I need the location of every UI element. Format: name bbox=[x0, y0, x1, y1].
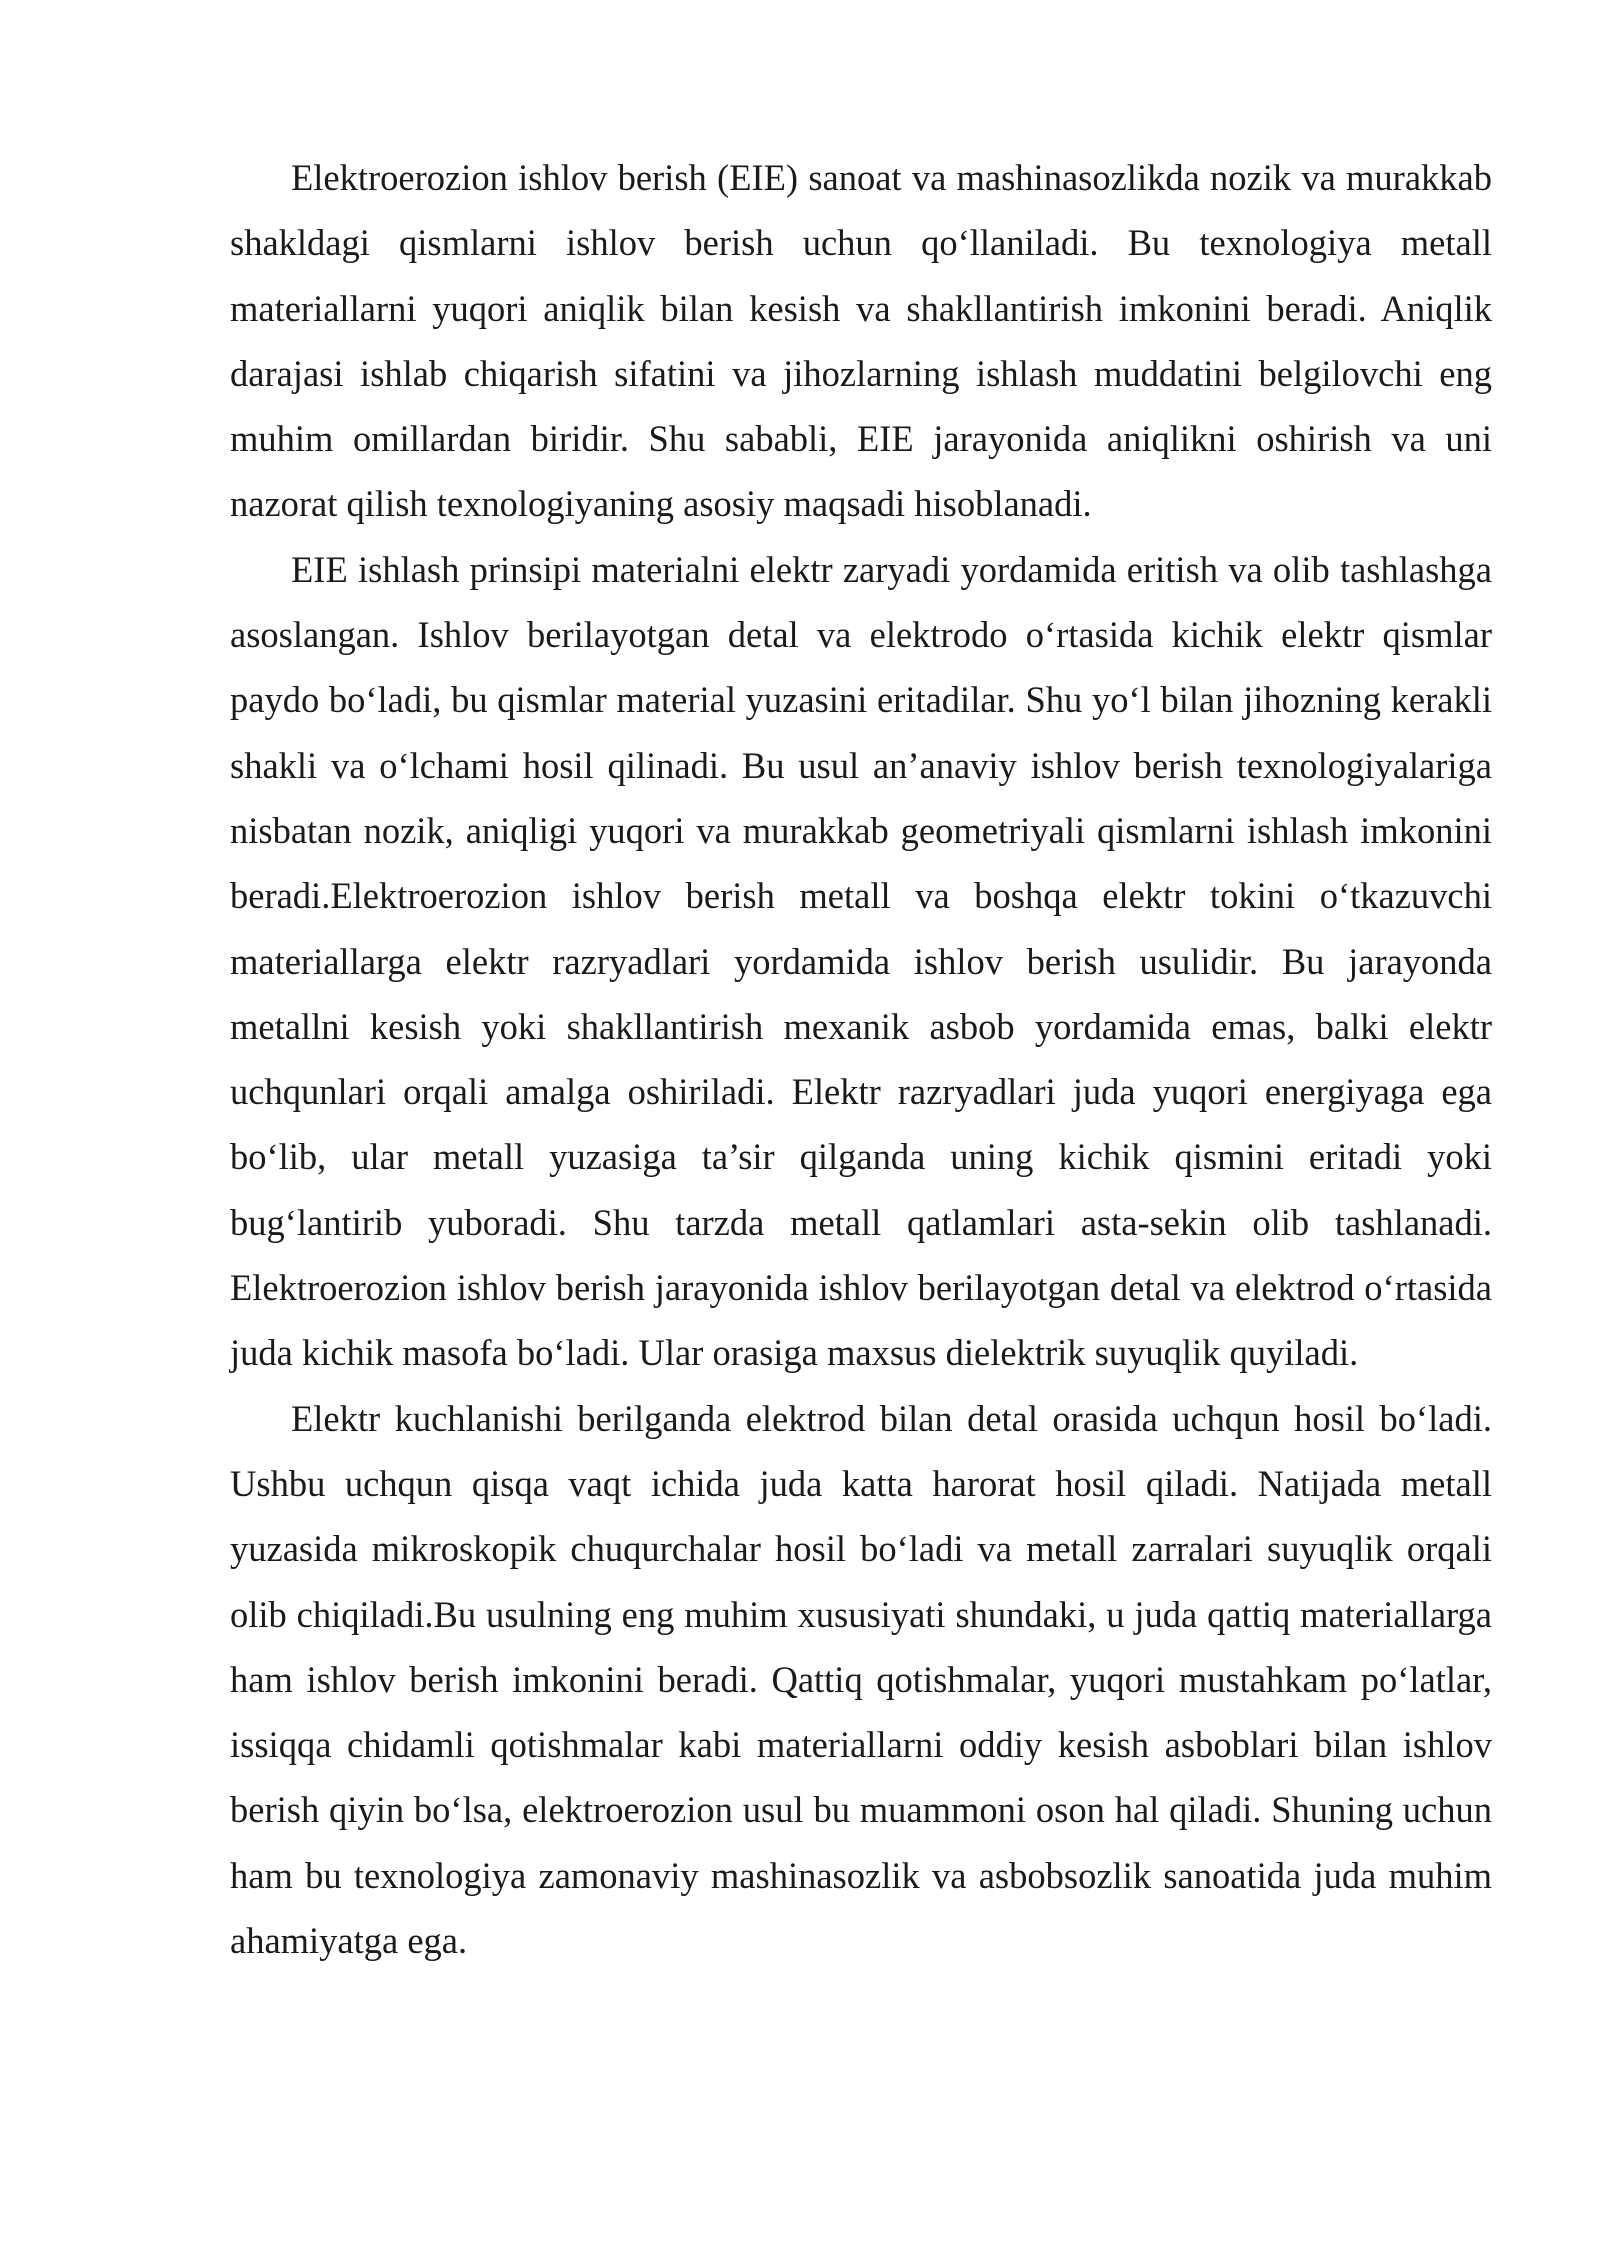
document-body bbox=[230, 145, 1492, 1973]
paragraph-3: Elektr kuchlanishi berilganda elektrod bilan detal orasida uchqun hosil bo‘ladi. Ushbu uchqun qisqa vaqt ichida juda katta harorat hosil qiladi. Natijada metall yuzasida mikroskopik chuqurchalar hosil bo‘ladi va metall zarralari suyuqlik orqali olib chiqiladi.Bu usulning eng muhim xususiyati shundaki, u juda qattiq materiallarga ham ishlov berish imkonini beradi. Qattiq qotishmalar, yuqori mustahkam po‘latlar, issiqqa chidamli qotishmalar kabi materiallarni oddiy kesish asboblari bilan ishlov berish qiyin bo‘lsa, elektroerozion usul bu muammoni oson hal qiladi. Shuning uchun ham bu texnologiya zamonaviy mashinasozlik va asbobsozlik sanoatida juda muhim ahamiyatga ega. bbox=[230, 1397, 1492, 1962]
paragraph-1: Elektroerozion ishlov berish (EIE) sanoat va mashinasozlikda nozik va murakkab shakldagi qismlarni ishlov berish uchun qo‘llaniladi. Bu texnologiya metall materiallarni yuqori aniqlik bilan kesish va shakllantirish imkonini beradi. Aniqlik darajasi ishlab chiqarish sifatini va jihozlarning ishlash muddatini belgilovchi eng muhim omillardan biridir. Shu sababli, EIE jarayonida aniqlikni oshirish va uni nazorat qilish texnologiyaning asosiy maqsadi hisoblanadi. bbox=[230, 157, 1492, 525]
paragraph-2: EIE ishlash prinsipi materialni elektr zaryadi yordamida eritish va olib tashlashga asoslangan. Ishlov berilayotgan detal va elektrodo o‘rtasida kichik elektr qismlar paydo bo‘ladi, bu qismlar material yuzasini eritadilar. Shu yo‘l bilan jihozning kerakli shakli va o‘lchami hosil qilinadi. Bu usul an’anaviy ishlov berish texnologiyalariga nisbatan nozik, aniqligi yuqori va murakkab geometriyali qismlarni ishlash imkonini beradi.Elektroerozion ishlov berish metall va boshqa elektr tokini o‘tkazuvchi materiallarga elektr razryadlari yordamida ishlov berish usulidir. Bu jarayonda metallni kesish yoki shakllantirish mexanik asbob yordamida emas, balki elektr uchqunlari orqali amalga oshiriladi. Elektr razryadlari juda yuqori energiyaga ega bo‘lib, ular metall yuzasiga ta’sir qilganda uning kichik qismini eritadi yoki bug‘lantirib yuboradi. Shu tarzda metall qatlamlari asta-sekin olib tashlanadi. Elektroerozion ishlov berish jarayonida ishlov berilayotgan detal va elektrod o‘rtasida juda kichik masofa bo‘ladi. Ular orasiga maxsus dielektrik suyuqlik quyiladi. bbox=[230, 548, 1492, 1374]
